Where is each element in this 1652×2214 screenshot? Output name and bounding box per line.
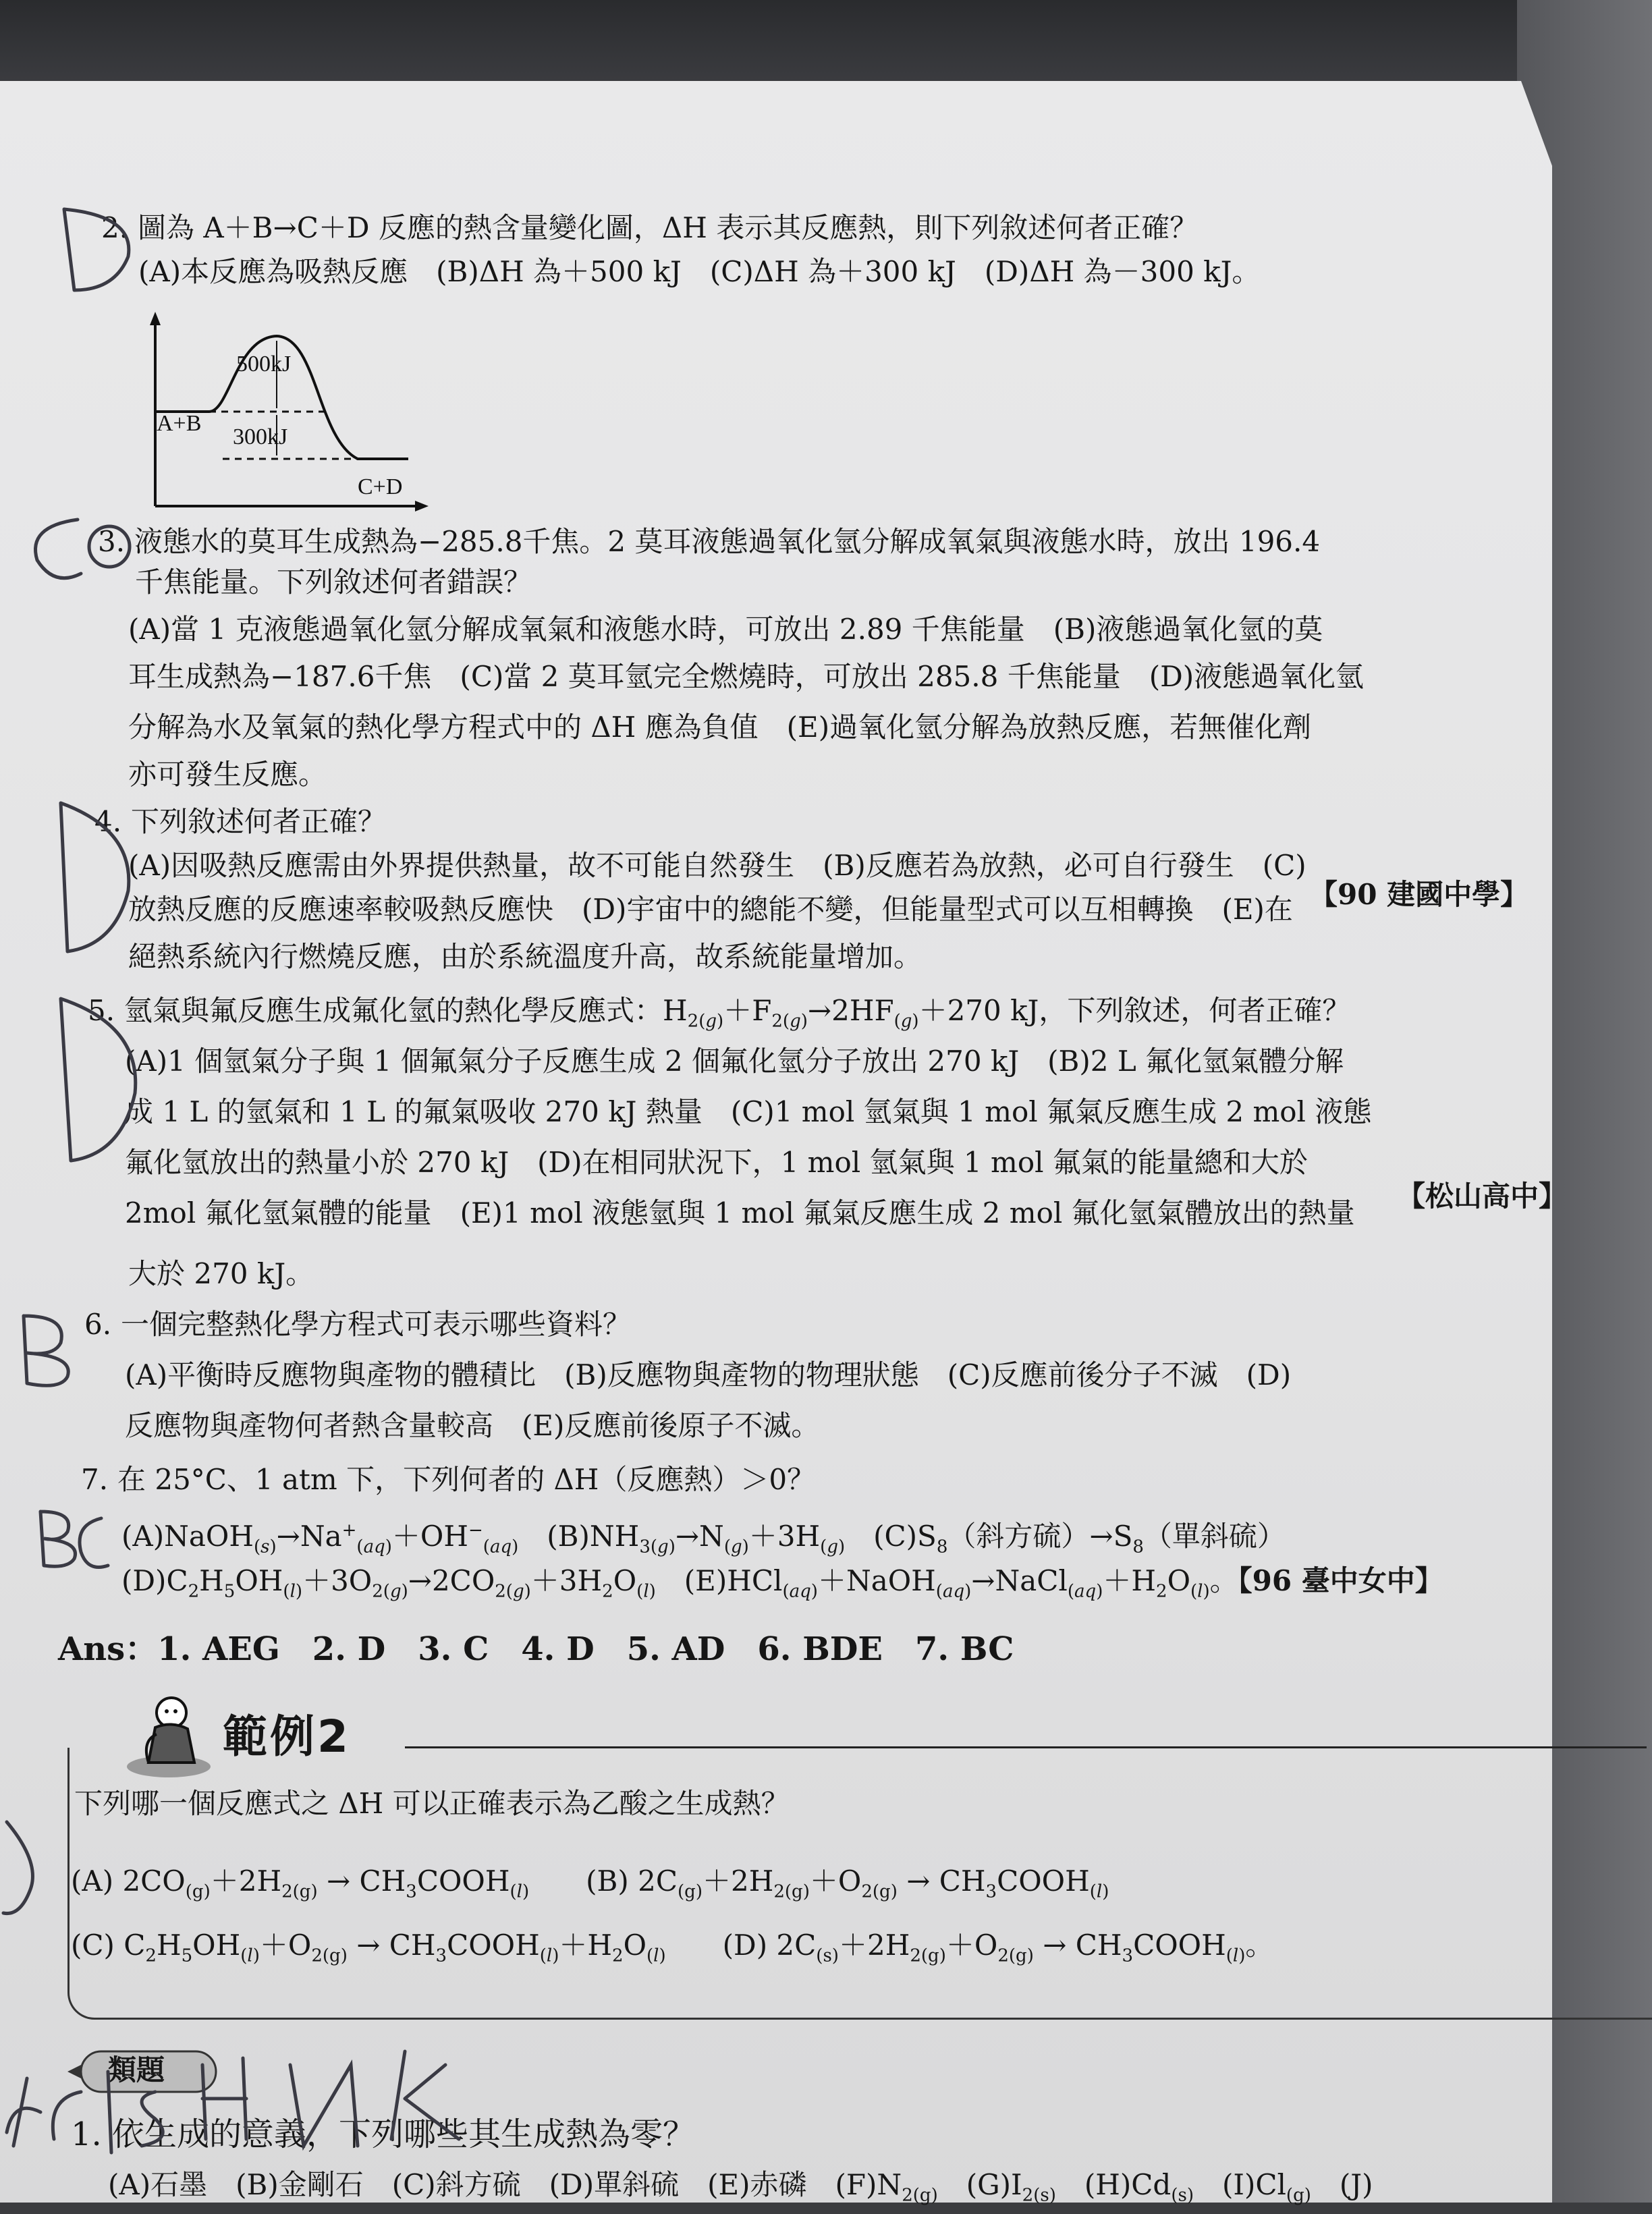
mark-example-D bbox=[3, 1822, 32, 1914]
q7-line-3: $(D)C_2H_5OH_{(l)}+3O_{2(g)}\to 2CO_{2(g)}+3H_2O_{(l)}$ $(E)HCl_{(aq)}+NaOH_{(aq)}\to NaCl_{(aq)}+H_2O_{(l)}$。【96 臺中女中】 bbox=[121, 1564, 1443, 1602]
q4-text-1: 下列敘述何者正確？ bbox=[131, 805, 387, 838]
q5-line-3: 成 1 L 的氫氣和 1 L 的氟氣吸收 270 kJ 熱量 (C)1 mol 氫氣與 1 mol 氟氣反應生成 2 mol 液態 bbox=[125, 1095, 1372, 1128]
answer-key: Ans：1. AEG 2. D 3. C 4. D 5. AD 6. BDE 7. BC bbox=[58, 1630, 1014, 1668]
q7-line-2: $(A)NaOH_{(s)}\to Na^+_{(aq)}+OH^-_{(aq)}$ $(B)NH_{3(g)}\to N_{(g)}+3H_{(g)}$ $(C)S_8$（斜方硫）$\to S_8$（單斜硫） bbox=[121, 1520, 1286, 1557]
q6-number: 6. bbox=[84, 1308, 112, 1341]
q5-line-5: 2mol 氟化氫氣體的能量 (E)1 mol 液態氫與 1 mol 氟氣反應生成 2 mol 氟化氫氣體放出的熱量 bbox=[125, 1196, 1355, 1229]
q3-number: 3. bbox=[98, 525, 126, 558]
peak-label: 500kJ bbox=[236, 352, 292, 377]
product-label: C+D bbox=[358, 474, 403, 499]
example-question: 下列哪一個反應式之 ΔH 可以正確表示為乙酸之生成熱？ bbox=[74, 1787, 790, 1820]
q2-options: (A)本反應為吸熱反應 (B)ΔH 為＋500 kJ (C)ΔH 為＋300 kJ (D)ΔH 為－300 kJ。 bbox=[138, 255, 1261, 288]
q5-line-6: 大於 270 kJ。 bbox=[128, 1257, 314, 1290]
mid-label: 300kJ bbox=[233, 424, 288, 449]
q3-text-1: 液態水的莫耳生成熱為−285.8千焦。2 莫耳液態過氧化氫分解成氧氣與液態水時，放出 196.4 bbox=[134, 525, 1321, 558]
q6-line-3: 反應物與產物何者熱含量較高 (E)反應前後原子不滅。 bbox=[125, 1409, 820, 1442]
q5-equation-tail: ＋270 kJ，下列敘述，何者正確？ bbox=[918, 994, 1351, 1027]
q2-stem: 圖為 A＋B→C＋D 反應的熱含量變化圖，ΔH 表示其反應熱，則下列敘述何者正確？ bbox=[138, 211, 1199, 244]
q5-equation: $H_{2(g)}+F_{2(g)}\to 2HF_{(g)}$ bbox=[663, 994, 919, 1032]
similar-tag-label: 類題 bbox=[108, 2053, 165, 2086]
mark-q3-circle bbox=[89, 526, 130, 567]
mark-q5-D bbox=[61, 999, 136, 1161]
q5-source: 【松山高中】 bbox=[1397, 1180, 1568, 1213]
q4-line-4: 絕熱系統內行燃燒反應，由於系統溫度升高，故系統能量增加。 bbox=[128, 940, 923, 973]
q6-line-2: (A)平衡時反應物與產物的體積比 (B)反應物與產物的物理狀態 (C)反應前後分子不滅 (D) bbox=[125, 1358, 1292, 1391]
q4-number: 4. bbox=[94, 805, 122, 838]
q7-source: 【96 臺中女中】 bbox=[1238, 1564, 1443, 1597]
q3-line-3: (A)當 1 克液態過氧化氫分解成氧氣和液態水時，可放出 2.89 千焦能量 (B)液態過氧化氫的莫 bbox=[128, 613, 1323, 646]
q5-line-2: (A)1 個氫氣分子與 1 個氟氣分子反應生成 2 個氟化氫分子放出 270 kJ (B)2 L 氟化氫氣體分解 bbox=[125, 1045, 1344, 1078]
q6-text-1: 一個完整熱化學方程式可表示哪些資料？ bbox=[121, 1308, 632, 1341]
q5-number: 5. bbox=[88, 994, 115, 1027]
q7-number: 7. bbox=[81, 1463, 109, 1496]
example-options-2: (C) $C_2H_5OH_{(l)}+O_{2(g)}$ → $CH_3COOH_{(l)}+H_2O_{(l)}$ (D) $2C_{(s)}+2H_{2(g)}+O_{2(g)}$ → $CH_3COOH_{(l)}$。 bbox=[71, 1929, 1274, 1966]
q7-stem: 在 25°C、1 atm 下，下列何者的 ΔH（反應熱）＞0？ bbox=[117, 1463, 816, 1496]
mark-q4-D bbox=[61, 803, 129, 951]
mark-q2-D bbox=[64, 209, 129, 290]
mark-q7-BC bbox=[40, 1512, 108, 1568]
q5-text-1: 氫氣與氟反應生成氟化氫的熱化學反應式： bbox=[124, 994, 663, 1027]
q3-line-5: 分解為水及氧氣的熱化學方程式中的 ΔH 應為負值 (E)過氧化氫分解為放熱反應，若無催化劑 bbox=[128, 711, 1312, 744]
similar-q1-options: (A)石墨 (B)金剛石 (C)斜方硫 (D)單斜硫 (E)赤磷 $(F)N_{2(g)}$ $(G)I_{2(s)}$ $(H)Cd_{(s)}$ $(I)Cl_{(g)}$ (J) bbox=[108, 2168, 1373, 2206]
q5-line-4: 氟化氫放出的熱量小於 270 kJ (D)在相同狀況下，1 mol 氫氣與 1 mol 氟氣的能量總和大於 bbox=[125, 1146, 1308, 1179]
mark-similar bbox=[7, 2051, 459, 2153]
q3-line-6: 亦可發生反應。 bbox=[128, 758, 327, 791]
example-title: 範例2 bbox=[223, 1711, 351, 1763]
q2-number: 2. bbox=[101, 211, 129, 244]
q4-source: 【90 建國中學】 bbox=[1309, 878, 1529, 911]
example-options-1: (A) $2CO_{(g)}+2H_{2(g)}$ → $CH_3COOH_{(l)}$ (B) $2C_{(g)}+2H_{2(g)}+O_{2(g)}$ → $CH_3COOH_{(l)}$ bbox=[71, 1864, 1109, 1902]
similar-q1: 1. 依生成的意義，下列哪些其生成熱為零？ bbox=[71, 2115, 696, 2153]
q4-line-2: (A)因吸熱反應需由外界提供熱量，故不可能自然發生 (B)反應若為放熱，必可自行發生 (C) bbox=[128, 849, 1306, 882]
reactant-label: A+B bbox=[157, 411, 202, 436]
q3-line-4: 耳生成熱為−187.6千焦 (C)當 2 莫耳氫完全燃燒時，可放出 285.8 千焦能量 (D)液態過氧化氫 bbox=[128, 660, 1365, 693]
q4-line-3: 放熱反應的反應速率較吸熱反應快 (D)宇宙中的總能不變，但能量型式可以互相轉換 (E)在 bbox=[128, 893, 1293, 926]
mark-q6-B bbox=[24, 1316, 68, 1385]
mark-q3-C bbox=[36, 520, 82, 578]
q3-line-2: 千焦能量。下列敘述何者錯誤？ bbox=[135, 565, 532, 599]
